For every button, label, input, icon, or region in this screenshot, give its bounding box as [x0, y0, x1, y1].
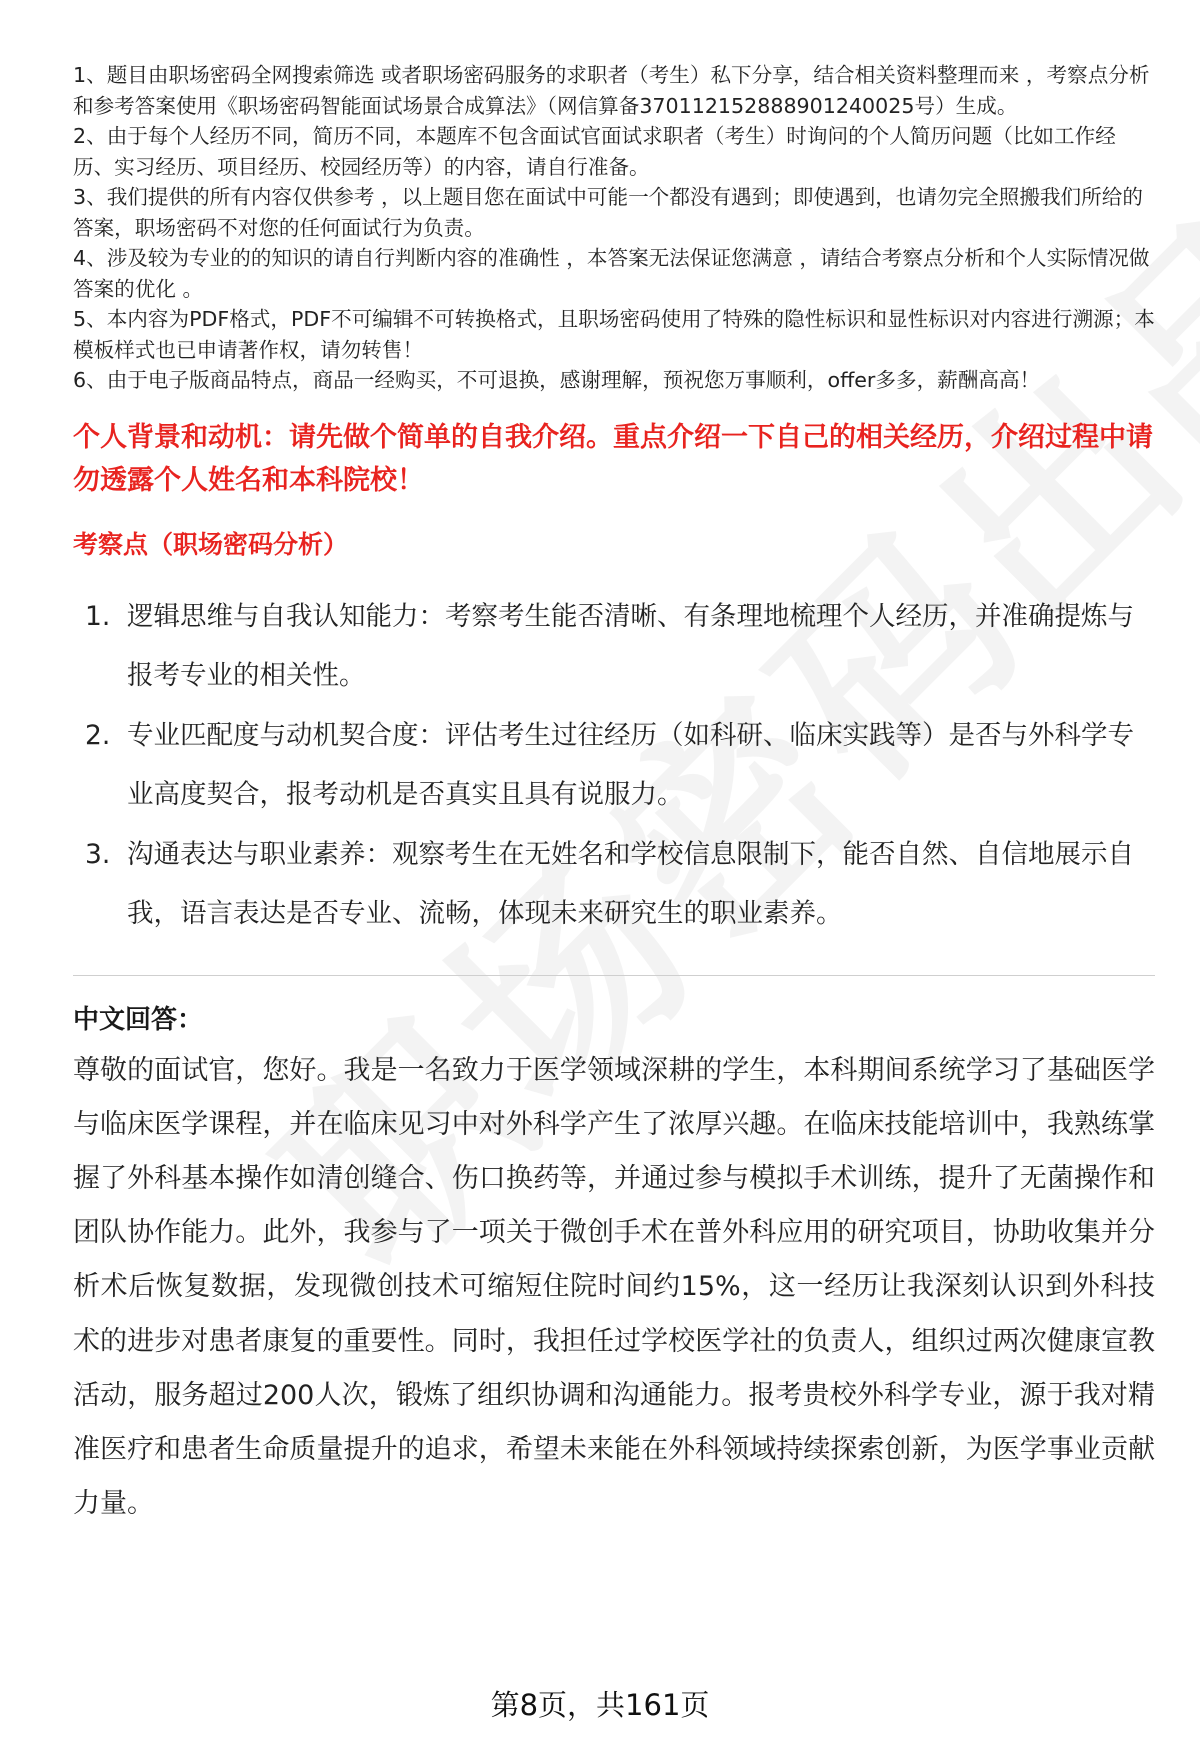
analysis-points — [73, 587, 1155, 943]
page-number: 第8页，共161页 — [490, 1688, 710, 1722]
point-text: 逻辑思维与自我认知能力：考察考生能否清晰、有条理地梳理个人经历，并准确提炼与报考专业的相关性。 — [127, 600, 1134, 691]
notice-item: 2、由于每个人经历不同，简历不同，本题库不包含面试官面试求职者（考生）时询问的个人简历问题（比如工作经历、实习经历、项目经历、校园经历等）的内容，请自行准备。 — [73, 124, 1116, 179]
notice-item: 3、我们提供的所有内容仅供参考 ，以上题目您在面试中可能一个都没有遇到；即使遇到，也请勿完全照搬我们所给的答案，职场密码不对您的任何面试行为负责。 — [73, 185, 1143, 240]
point-text: 专业匹配度与动机契合度：评估考生过往经历（如科研、临床实践等）是否与外科学专业高度契合，报考动机是否真实且具有说服力。 — [127, 719, 1134, 810]
point-text: 沟通表达与职业素养：观察考生在无姓名和学校信息限制下，能否自然、自信地展示自我，语言表达是否专业、流畅，体现未来研究生的职业素养。 — [127, 838, 1134, 929]
notice-item: 6、由于电子版商品特点，商品一经购买，不可退换，感谢理解，预祝您万事顺利，offer多多，薪酬高高！ — [73, 368, 1041, 392]
question-heading: 个人背景和动机：请先做个简单的自我介绍。重点介绍一下自己的相关经历，介绍过程中请勿透露个人姓名和本科院校！ — [73, 421, 1153, 496]
analysis-point — [73, 825, 1155, 943]
page-content — [73, 60, 1155, 1531]
notice-item: 5、本内容为PDF格式，PDF不可编辑不可转换格式，且职场密码使用了特殊的隐性标识和显性标识对内容进行溯源；本模板样式也已申请著作权，请勿转售！ — [73, 307, 1155, 362]
point-number: 1. — [85, 600, 111, 632]
divider — [73, 975, 1155, 976]
notice-list — [73, 60, 1155, 396]
answer-heading: 中文回答： — [73, 1004, 204, 1035]
point-number: 3. — [85, 838, 111, 870]
notice-item: 1、题目由职场密码全网搜索筛选 或者职场密码服务的求职者（考生）私下分享，结合相关资料整理而来 ，考察点分析和参考答案使用《职场密码智能面试场景合成算法》（网信算备370112152888901240025号）生成。 — [73, 63, 1150, 118]
analysis-point — [73, 706, 1155, 824]
notice-item: 4、涉及较为专业的的知识的请自行判断内容的准确性 ，本答案无法保证您满意 ，请结合考察点分析和个人实际情况做答案的优化 。 — [73, 246, 1150, 301]
answer-body: 尊敬的面试官，您好。我是一名致力于医学领域深耕的学生，本科期间系统学习了基础医学与临床医学课程，并在临床见习中对外科学产生了浓厚兴趣。在临床技能培训中，我熟练掌握了外科基本操作如清创缝合、伤口换药等，并通过参与模拟手术训练，提升了无菌操作和团队协作能力。此外，我参与了一项关于微创手术在普外科应用的研究项目，协助收集并分析术后恢复数据，发现微创技术可缩短住院时间约15%，这一经历让我深刻认识到外科技术的进步对患者康复的重要性。同时，我担任过学校医学社的负责人，组织过两次健康宣教活动，服务超过200人次，锻炼了组织协调和沟通能力。报考贵校外科学专业，源于我对精准医疗和患者生命质量提升的追求，希望未来能在外科领域持续探索创新，为医学事业贡献力量。 — [73, 1054, 1155, 1520]
analysis-point — [73, 587, 1155, 705]
point-number: 2. — [85, 719, 111, 751]
analysis-heading: 考察点（职场密码分析） — [73, 529, 349, 559]
